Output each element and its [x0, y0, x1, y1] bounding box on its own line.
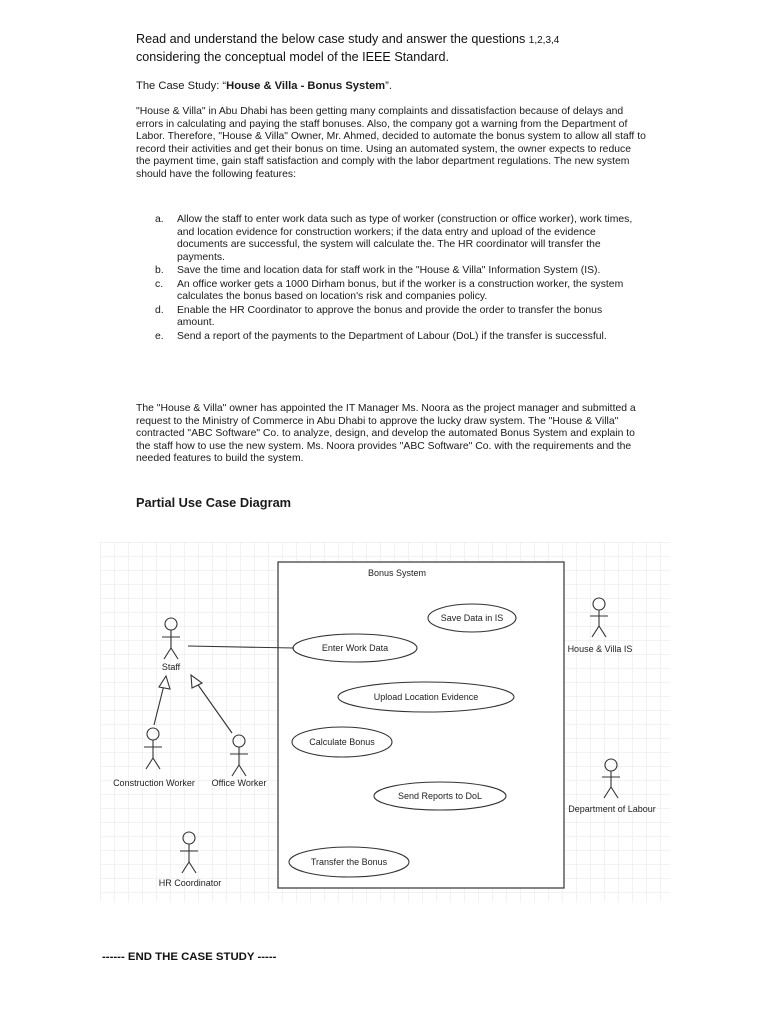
feature-text: Allow the staff to enter work data such as type of worker (construction or office worker), work times, and location evidence for construction workers; if the data entry and upload of the evidence documents are successful, the system will calculate the. The HR coordinator will transfer the payments. — [177, 214, 633, 263]
use-case-label: Save Data in IS — [440, 613, 504, 623]
use-case-label: Send Reports to DoL — [397, 791, 483, 801]
use-case-label: Calculate Bonus — [309, 737, 375, 747]
actor-label: Department of Labour — [568, 804, 656, 814]
use-case-diagram — [100, 542, 670, 902]
use-case-save-data — [428, 604, 516, 632]
diagram-heading: Partial Use Case Diagram — [136, 495, 292, 510]
feature-item — [155, 214, 635, 264]
actor-label: House & Villa IS — [567, 644, 633, 654]
feature-item — [155, 305, 635, 330]
use-case-transfer-bonus — [289, 847, 409, 877]
feature-text: An office worker gets a 1000 Dirham bonus, but if the worker is a construction worker, the system calculates the bonus based on location's risk and companies policy. — [177, 278, 624, 302]
feature-letter: e. — [155, 330, 164, 342]
use-case-diagram-svg — [100, 542, 670, 902]
case-study-title — [136, 79, 392, 93]
feature-letter: b. — [155, 265, 164, 276]
feature-text: Save the time and location data for staff work in the "House & Villa" Information System (IS). — [177, 265, 601, 276]
instructions — [136, 31, 636, 65]
question-numbers: 1,2,3,4 — [528, 35, 560, 46]
use-case-enter-work-data — [293, 634, 417, 662]
feature-letter: c. — [155, 278, 164, 290]
case-title-prefix: The Case Study: “ — [136, 80, 227, 92]
actor-label: Office Worker — [211, 778, 267, 788]
use-case-calculate-bonus — [292, 727, 392, 757]
use-case-upload-location — [338, 682, 514, 712]
feature-text: Send a report of the payments to the Department of Labour (DoL) if the transfer is successful. — [177, 330, 607, 342]
use-case-send-reports — [374, 782, 506, 810]
feature-item — [155, 265, 635, 278]
feature-letter: d. — [155, 304, 164, 316]
feature-letter: a. — [155, 214, 164, 225]
features-list — [155, 214, 635, 344]
instructions-line2: considering the conceptual model of the IEEE Standard. — [136, 50, 449, 64]
use-case-label: Transfer the Bonus — [310, 857, 388, 867]
use-case-label: Enter Work Data — [321, 643, 389, 653]
actor-label: Construction Worker — [113, 778, 195, 788]
actor-label: Staff — [161, 662, 181, 672]
system-boundary — [278, 562, 564, 888]
instructions-line1: Read and understand the below case study and answer the questions — [136, 32, 526, 46]
case-title-name: House & Villa - Bonus System — [226, 80, 386, 92]
intro-paragraph: "House & Villa" in Abu Dhabi has been getting many complaints and dissatisfaction because of delays and errors in calculating and paying the staff bonuses. Also, the company got a warning from the Department of Labor. Therefore, "House & Villa" Owner, Mr. Ahmed, decided to automate the bonus system to allow all staff to record their activities and get their bonus on time. Using an automated system, the owner expects to reduce the payment time, gain staff satisfaction and comply with the labor department regulations. The new system should have the following features: — [136, 106, 646, 180]
case-title-suffix: ”. — [385, 80, 392, 92]
feature-text: Enable the HR Coordinator to approve the bonus and provide the order to transfer the bonus amount. — [177, 304, 603, 328]
use-case-label: Upload Location Evidence — [373, 692, 479, 702]
actor-label: HR Coordinator — [158, 878, 222, 888]
system-label: Bonus System — [367, 568, 427, 578]
end-of-case-study: ------ END THE CASE STUDY ----- — [102, 951, 277, 963]
project-paragraph: The "House & Villa" owner has appointed the IT Manager Ms. Noora as the project manager and submitted a request to the Ministry of Commerce in Abu Dhabi to approve the lucky draw system. The "House & Villa" contracted "ABC Software" Co. to analyze, design, and develop the automated Bonus System and explain to the staff how to use the new system. Ms. Noora provides "ABC Software" Co. with the requirements and the needed features to build the system. — [136, 403, 636, 464]
feature-item — [155, 331, 635, 344]
feature-item — [155, 279, 635, 304]
